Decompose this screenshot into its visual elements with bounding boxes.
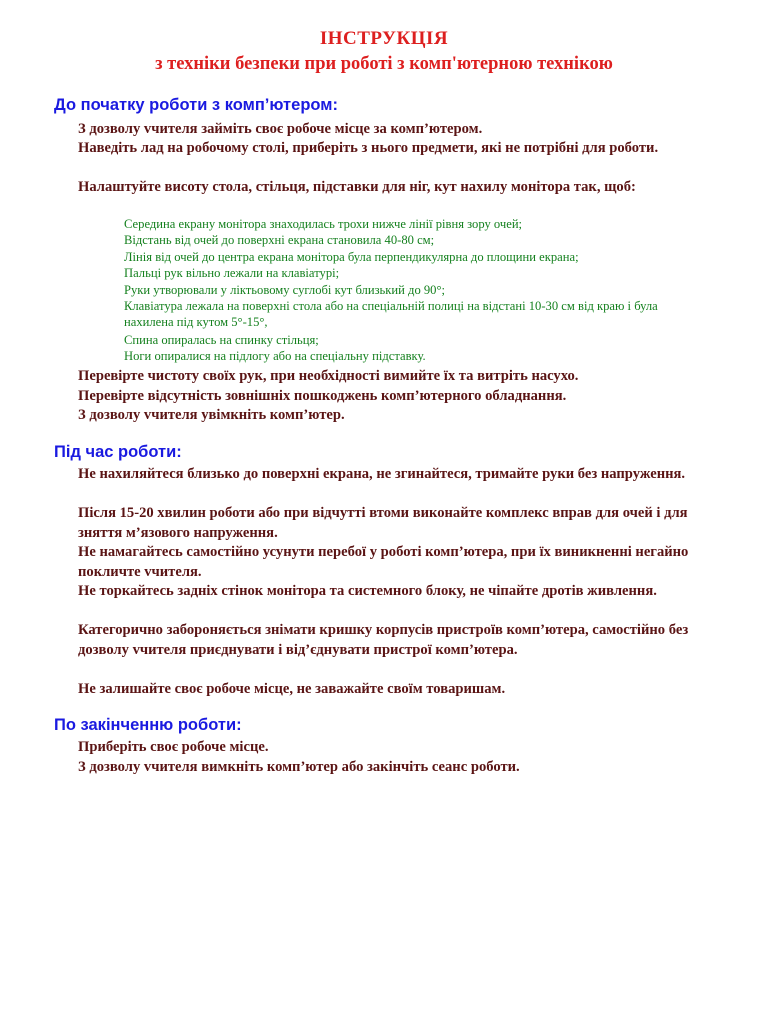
instruction-item: З дозволу vчителя займіть своє робоче місце за комп’ютером. <box>78 121 483 137</box>
instruction-subitem: Клавіатура лежала на поверхні стола або на спеціальній полиці на відстані 10-30 см від краю і була нахилена під кутом 5°-15°, <box>124 299 658 330</box>
instruction-subitem: Руки утворювали у ліктьовому суглобі кут близький до 90°; <box>124 283 446 297</box>
document-subtitle: з техніки безпеки при роботі з комп'ютерною технікою <box>155 54 613 74</box>
instruction-item: Після 15-20 хвилин роботи або при відчутті втоми виконайте комплекс вправ для очей і для зняття м’язового напруження. <box>78 505 688 541</box>
instruction-subitem: Лінія від очей до центра екрана монітора була перпендикулярна до площини екрана; <box>124 250 579 264</box>
section-heading-after-work: По закінченню роботи: <box>54 716 242 734</box>
instruction-item: Не намагайтесь самостійно усунути перебої у роботі комп’ютера, при їх виникненні негайно покличте vчителя. <box>78 544 689 580</box>
section-heading-before-work: До початку роботи з комп’ютером: <box>54 96 338 114</box>
instruction-item: Не торкайтесь задніх стінок монітора та системного блоку, не чіпайте дротів живлення. <box>78 583 657 599</box>
instruction-item: З дозволу vчителя вимкніть комп’ютер або закінчіть сеанс роботи. <box>78 759 520 775</box>
document-title: ІНСТРУКЦІЯ <box>319 28 449 49</box>
instruction-item: Не залишайте своє робоче місце, не заважайте своїм товаришам. <box>78 681 506 697</box>
instruction-item: З дозволу vчителя увімкніть комп’ютер. <box>78 407 345 423</box>
instruction-item: Налаштуйте висоту стола, стільця, підставки для ніг, кут нахилу монітора так, щоб: <box>78 179 636 195</box>
instruction-subitem: Пальці рук вільно лежали на клавіатурі; <box>124 266 340 280</box>
instruction-item: Не нахиляйтеся близько до поверхні екрана, не згинайтеся, тримайте руки без напруження. <box>78 466 686 482</box>
instruction-item: Наведіть лад на робочому столі, приберіть з нього предмети, які не потрібні для роботи. <box>78 140 659 156</box>
instruction-subitem: Спина опиралась на спинку стільця; <box>124 333 319 347</box>
instruction-subitem: Ноги опиралися на підлогу або на спеціальну підставку. <box>124 349 426 363</box>
instruction-subitem: Середина екрану монітора знаходилась трохи нижче лінії рівня зору очей; <box>124 217 523 231</box>
instruction-subitem: Відстань від очей до поверхні екрана становила 40-80 см; <box>124 233 435 247</box>
section-heading-during-work: Під час роботи: <box>54 443 182 461</box>
instruction-item: Приберіть своє робоче місце. <box>78 739 269 755</box>
instruction-item: Перевірте чистоту своїх рук, при необхідності вимийте їх та витріть насухо. <box>78 368 579 384</box>
instruction-item: Категорично забороняється знімати кришку корпусів пристроїв комп’ютера, самостійно без дозволу vчителя приєднувати і від’єднувати пристрої комп’ютера. <box>78 622 689 658</box>
instruction-item: Перевірте відсутність зовнішніх пошкоджень комп’ютерного обладнання. <box>78 388 567 404</box>
